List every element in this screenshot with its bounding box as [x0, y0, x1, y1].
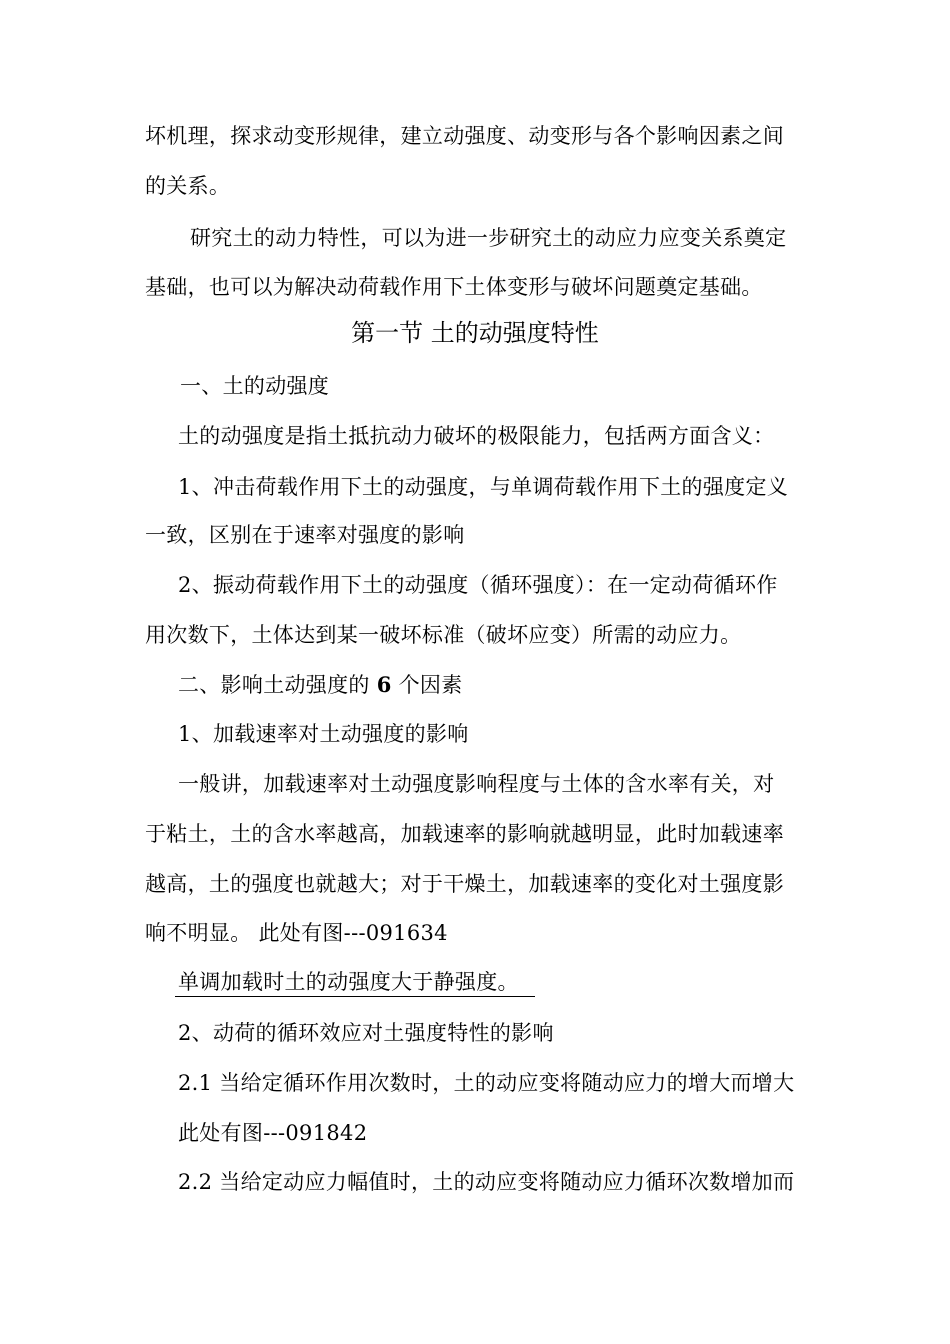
paragraph-line: 坏机理，探求动变形规律，建立动强度、动变形与各个影响因素之间	[145, 124, 784, 148]
subheading: 2、动荷的循环效应对土强度特性的影响	[178, 1021, 554, 1045]
list-item-continuation: 用次数下，土体达到某一破坏标准（破坏应变）所需的动应力。	[145, 623, 742, 647]
heading-text: 二、影响土动强度的	[178, 673, 370, 697]
subsection-heading	[178, 670, 463, 700]
paragraph-line: 于粘土，土的含水率越高，加载速率的影响就越明显，此时加载速率	[145, 822, 784, 846]
heading-text: 个因素	[398, 673, 463, 697]
paragraph-line: 研究土的动力特性，可以为进一步研究土的动应力应变关系奠定	[190, 226, 787, 250]
section-title: 第一节 土的动强度特性	[351, 319, 599, 347]
underlined-note: 单调加载时土的动强度大于静强度。	[178, 970, 519, 994]
list-item-continuation: 一致，区别在于速率对强度的影响	[145, 523, 465, 547]
paragraph-line: 越高，土的强度也就越大；对于干燥土，加载速率的变化对土强度影	[145, 872, 784, 896]
paragraph-line: 的关系。	[145, 174, 231, 198]
paragraph-line: 响不明显。 此处有图---091634	[145, 921, 448, 945]
paragraph-line: 2.2 当给定动应力幅值时，土的动应变将随动应力循环次数增加而	[178, 1170, 795, 1194]
paragraph-line: 2.1 当给定循环作用次数时，土的动应变将随动应力的增大而增大	[178, 1071, 795, 1095]
subheading: 1、加载速率对土动强度的影响	[178, 722, 469, 746]
paragraph-line: 土的动强度是指土抵抗动力破坏的极限能力，包括两方面含义：	[178, 424, 775, 448]
underline-rule	[175, 996, 535, 997]
factor-count: 6	[376, 672, 392, 697]
subsection-heading: 一、土的动强度	[180, 374, 330, 398]
paragraph-line: 基础，也可以为解决动荷载作用下土体变形与破坏问题奠定基础。	[145, 275, 763, 299]
list-item: 2、振动荷载作用下土的动强度（循环强度）：在一定动荷循环作	[178, 573, 778, 597]
paragraph-line: 此处有图---091842	[178, 1121, 368, 1145]
list-item: 1、冲击荷载作用下土的动强度，与单调荷载作用下土的强度定义	[178, 475, 789, 499]
paragraph-line: 一般讲，加载速率对土动强度影响程度与土体的含水率有关，对	[178, 772, 775, 796]
